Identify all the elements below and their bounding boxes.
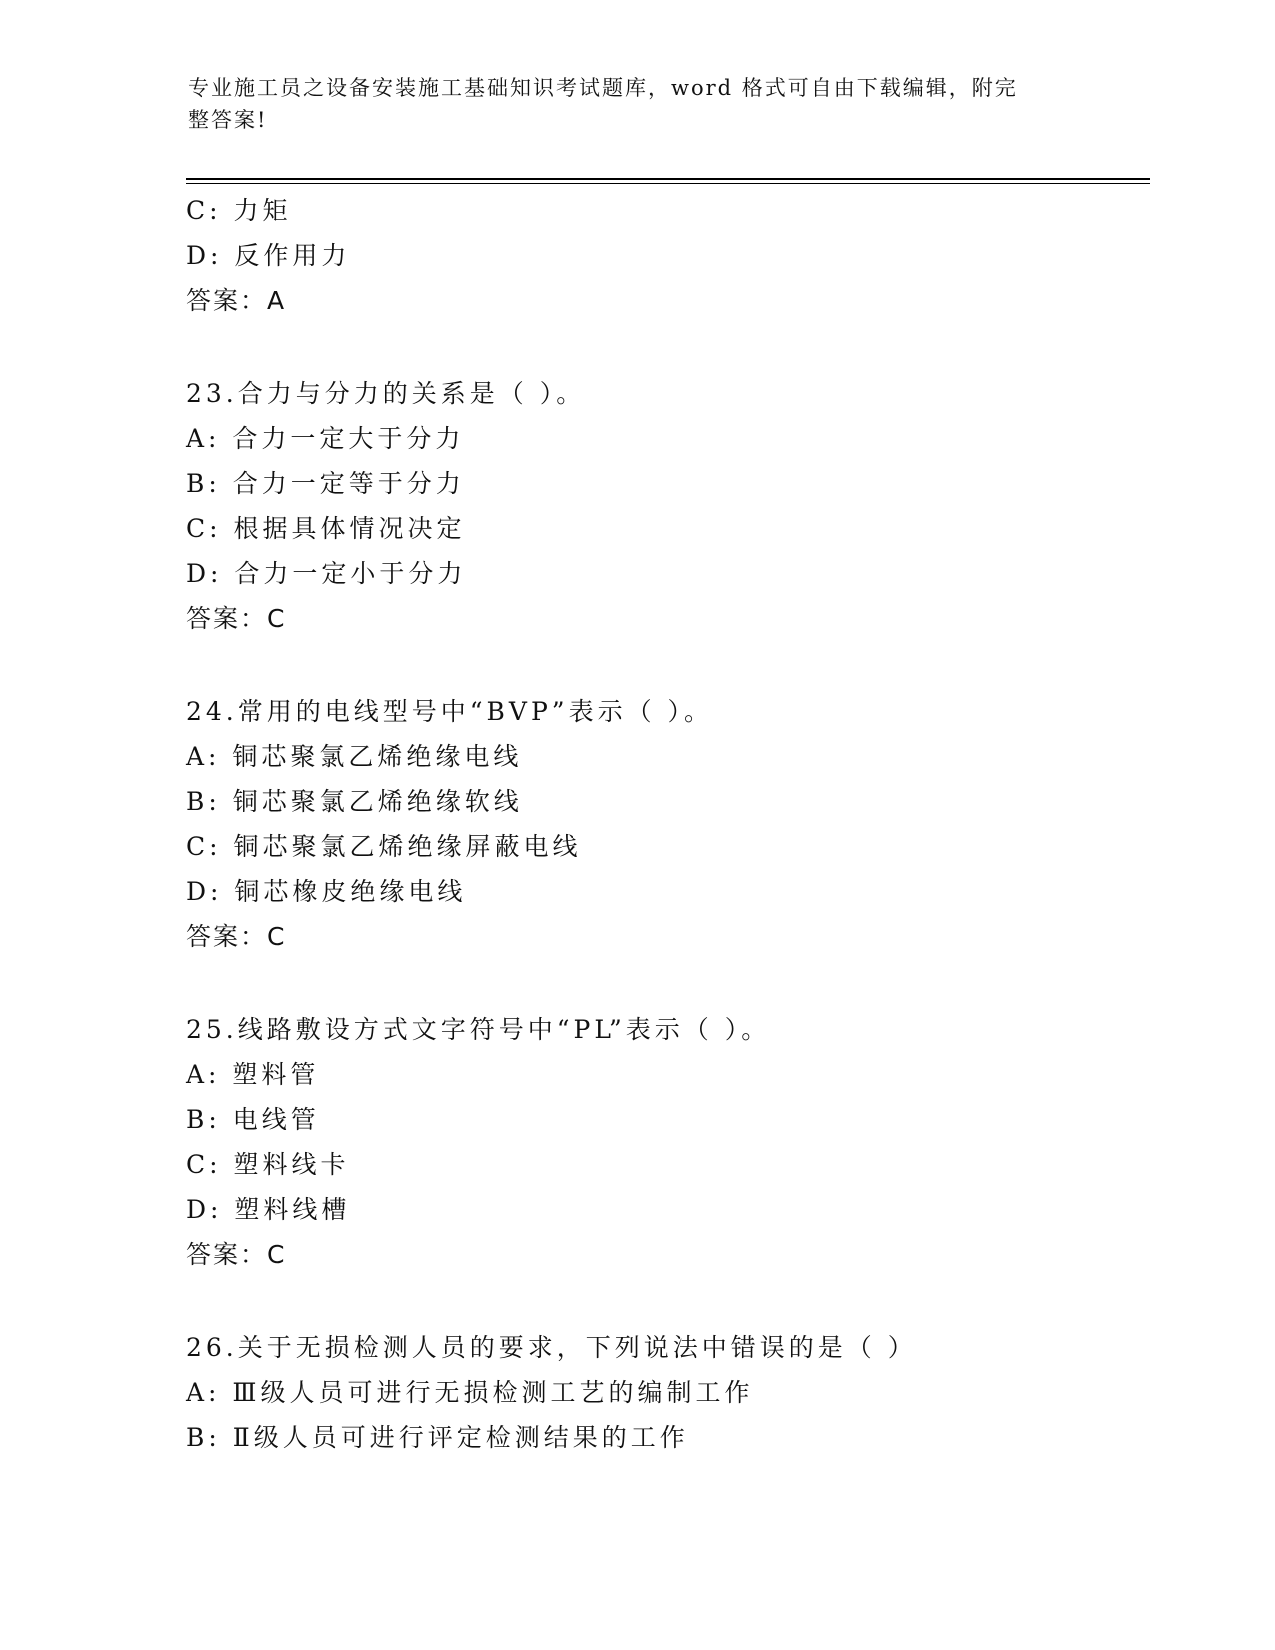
option-b: B: 电线管: [186, 1105, 320, 1134]
header-divider-thin: [186, 183, 1150, 184]
option-d: D: 反作用力: [186, 241, 351, 270]
option-b: B: 铜芯聚氯乙烯绝缘软线: [186, 787, 523, 816]
question-stem: 25.线路敷设方式文字符号中“PL”表示（ ）。: [186, 1015, 771, 1044]
option-c: C: 力矩: [186, 196, 292, 225]
option-b: B: 合力一定等于分力: [186, 469, 465, 498]
answer-line: 答案：C: [186, 604, 287, 633]
option-a: A: Ⅲ级人员可进行无损检测工艺的编制工作: [186, 1378, 754, 1407]
question-stem: 26.关于无损检测人员的要求，下列说法中错误的是（ ）: [186, 1333, 917, 1362]
header-title-line1: 专业施工员之设备安装施工基础知识考试题库，word 格式可自由下载编辑，附完: [188, 76, 1018, 100]
answer-line: 答案：C: [186, 1240, 287, 1269]
option-d: D: 塑料线槽: [186, 1195, 351, 1224]
header-title-line2: 整答案!: [188, 108, 268, 132]
option-d: D: 铜芯橡皮绝缘电线: [186, 877, 467, 906]
option-c: C: 塑料线卡: [186, 1150, 350, 1179]
answer-line: 答案：A: [186, 286, 287, 315]
answer-line: 答案：C: [186, 922, 287, 951]
header-divider-thick: [186, 178, 1150, 180]
option-a: A: 塑料管: [186, 1060, 320, 1089]
option-b: B: Ⅱ级人员可进行评定检测结果的工作: [186, 1423, 689, 1452]
option-c: C: 根据具体情况决定: [186, 514, 466, 543]
option-a: A: 铜芯聚氯乙烯绝缘电线: [186, 742, 523, 771]
question-stem: 24.常用的电线型号中“BVP”表示（ ）。: [186, 697, 714, 726]
question-list: [186, 188, 1146, 1460]
option-d: D: 合力一定小于分力: [186, 559, 467, 588]
option-a: A: 合力一定大于分力: [186, 424, 465, 453]
document-header: [188, 72, 1068, 136]
option-c: C: 铜芯聚氯乙烯绝缘屏蔽电线: [186, 832, 582, 861]
question-stem: 23.合力与分力的关系是（ ）。: [186, 379, 586, 408]
